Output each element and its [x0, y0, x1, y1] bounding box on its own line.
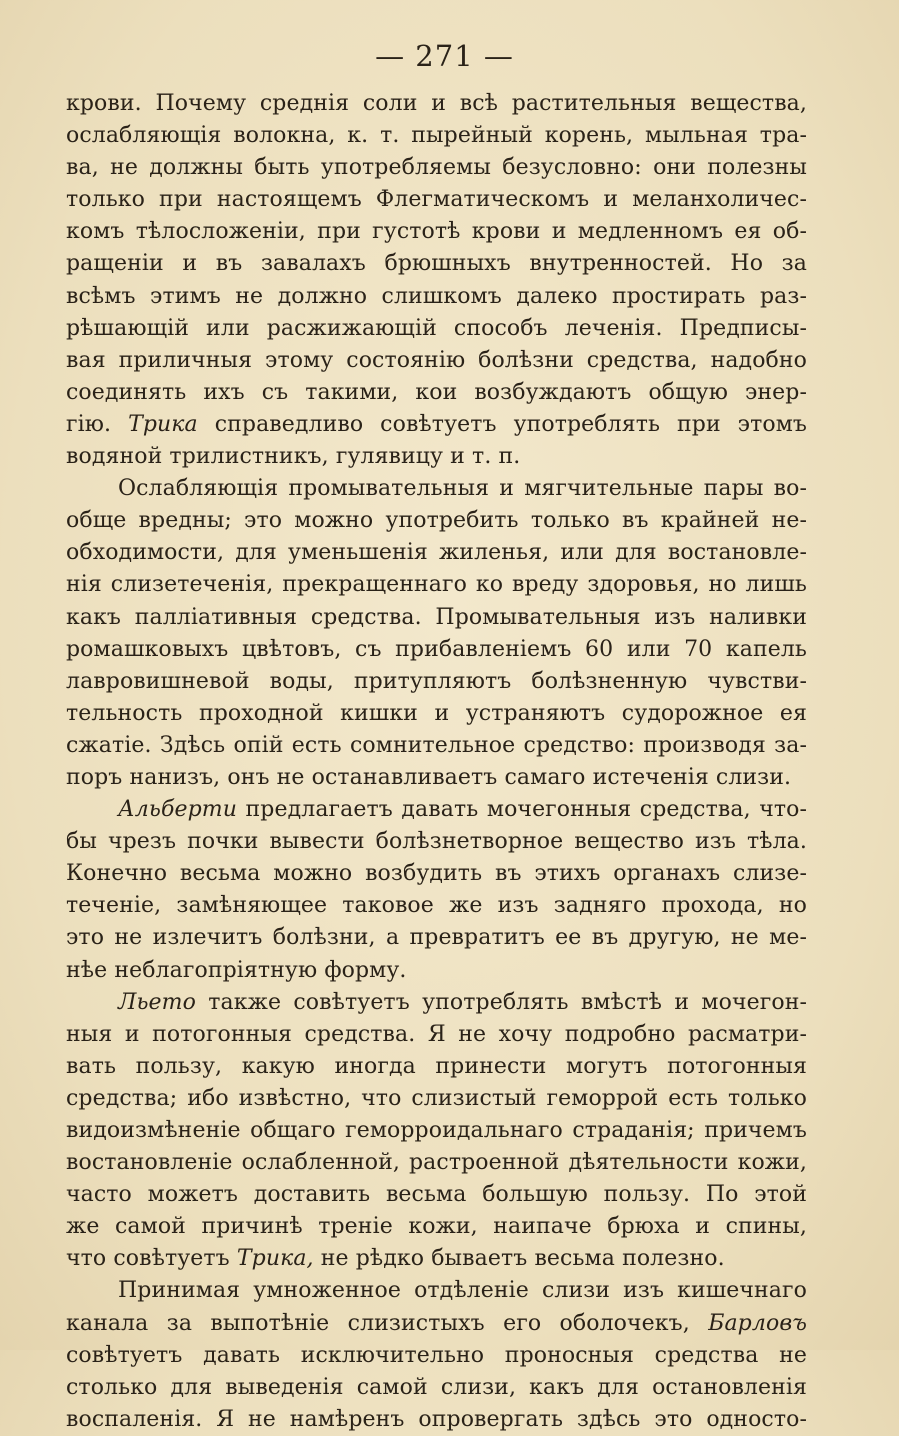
text-line — [66, 1308, 807, 1340]
text-line: тельность проходной кишки и устраняютъ судорожное ея — [66, 700, 807, 726]
text-line — [66, 987, 807, 1019]
text-line: видоизмѣненіе общаго геморроидальнаго страданія; причемъ — [66, 1118, 807, 1143]
text-line: всѣмъ этимъ не должно слишкомъ далеко простирать раз- — [66, 283, 807, 309]
text-run: также совѣтуетъ употреблять вмѣстѣ и мочегон- — [195, 989, 807, 1015]
author-name-italic: Трика — [128, 411, 198, 437]
text-line: же самой причинѣ треніе кожи, наипаче брюха и спины, — [66, 1214, 807, 1240]
author-name-italic: Трика, — [236, 1246, 314, 1272]
text-line: лавровишневой воды, притупляютъ болѣзненную чувстви- — [66, 668, 807, 694]
text-line: вая приличныя этому состоянію болѣзни средства, надобно — [66, 347, 807, 373]
text-line: совѣтуетъ давать исключительно проносныя средства не — [66, 1342, 807, 1368]
text-line — [66, 794, 807, 826]
text-line: теченіе, замѣняющее таковое же изъ заднягo прохода, но — [66, 893, 807, 919]
author-name-italic: Барловъ — [708, 1310, 807, 1336]
text-line: ослабляющія волокна, к. т. пырейный корень, мыльная тра- — [66, 123, 807, 149]
text-line: Конечно весьма можно возбудить въ этихъ органахъ слизе- — [66, 861, 807, 887]
text-line: поръ нанизъ, онъ не останавливаетъ самаго истеченія слизи. — [66, 764, 792, 790]
text-line: вать пользу, какую иногда принести могутъ потогонныя — [66, 1053, 807, 1079]
text-line: нѣе неблагопріятную форму. — [66, 957, 407, 983]
text-line: столько для выведенія самой слизи, какъ для остановленія — [66, 1374, 807, 1400]
text-line: ва, не должны быть употребляемы безусловно: они полезны — [66, 155, 807, 181]
author-name-italic: Альберти — [118, 797, 238, 823]
text-line: часто можетъ доставить весьма большую пользу. По этой — [66, 1182, 807, 1208]
text-run: гію. — [66, 411, 129, 437]
text-line: водяной трилистникъ, гулявицу и т. п. — [66, 444, 521, 470]
text-line: обще вредны; это можно употребить только въ крайней не- — [66, 508, 807, 534]
text-line: это не излечитъ болѣзни, а превратитъ ее въ другую, не ме- — [66, 925, 807, 951]
text-line: востановленіе ослабленной, растроенной дѣятельности кожи, — [66, 1150, 807, 1176]
text-line: ращеніи и въ завалахъ брюшныхъ внутренностей. Но за — [66, 251, 807, 277]
text-line: крови. Почему среднія соли и всѣ растительныя вещества, — [66, 91, 807, 116]
text-line: ромашковыхъ цвѣтовъ, съ прибавленіемъ 60 или 70 капель — [66, 636, 807, 662]
body-text — [66, 88, 807, 1436]
text-line: только при настоящемъ Флегматическомъ и меланхоличес- — [66, 187, 807, 213]
author-name-italic: Льето — [118, 989, 196, 1015]
text-line: какъ палліативныя средства. Промывательныя изъ наливки — [66, 604, 807, 630]
text-run: справедливо совѣтуетъ употреблять при этомъ — [197, 411, 807, 437]
page-number: — 271 — — [375, 39, 514, 73]
text-line: средства; ибо извѣстно, что слизистый геморрой есть только — [66, 1085, 807, 1111]
text-run: что совѣтуетъ — [66, 1246, 237, 1272]
text-line: ныя и потогонныя средства. Я не хочу подробно расматри- — [66, 1021, 807, 1047]
text-line: комъ тѣлосложеніи, при густотѣ крови и медленномъ ея об- — [66, 219, 807, 245]
text-line — [66, 1243, 807, 1275]
text-line: нія слизетеченія, прекращеннаго ко вреду здоровья, но лишь — [66, 572, 807, 598]
text-line: Ослабляющія промывательныя и мягчительные пары во- — [118, 476, 807, 502]
text-line: Принимая умноженное отдѣленіе слизи изъ кишечнагo — [118, 1278, 807, 1304]
text-line: сжатіе. Здѣсь опій есть сомнительное средство: производя за- — [66, 732, 807, 758]
text-line: соединять ихъ съ такими, кои возбуждаютъ общую энер- — [66, 379, 807, 405]
text-line: воспаленія. Я не намѣренъ опровергать здѣсь это односто- — [66, 1406, 807, 1432]
text-run: предлагаетъ давать мочегонныя средства, что- — [237, 797, 807, 823]
text-line — [66, 409, 807, 441]
text-line: обходимости, для уменьшенія жиленья, или для востановле- — [66, 540, 807, 566]
text-line: бы чрезъ почки вывести болѣзнетворное вещество изъ тѣла. — [66, 829, 807, 855]
text-line: рѣшающій или расжижающій способъ леченія. Предписы- — [66, 315, 807, 341]
text-run: канала за выпотѣніе слизистыхъ его оболочекъ, — [66, 1310, 709, 1336]
text-run: не рѣдко бываетъ весьма полезно. — [313, 1246, 725, 1272]
